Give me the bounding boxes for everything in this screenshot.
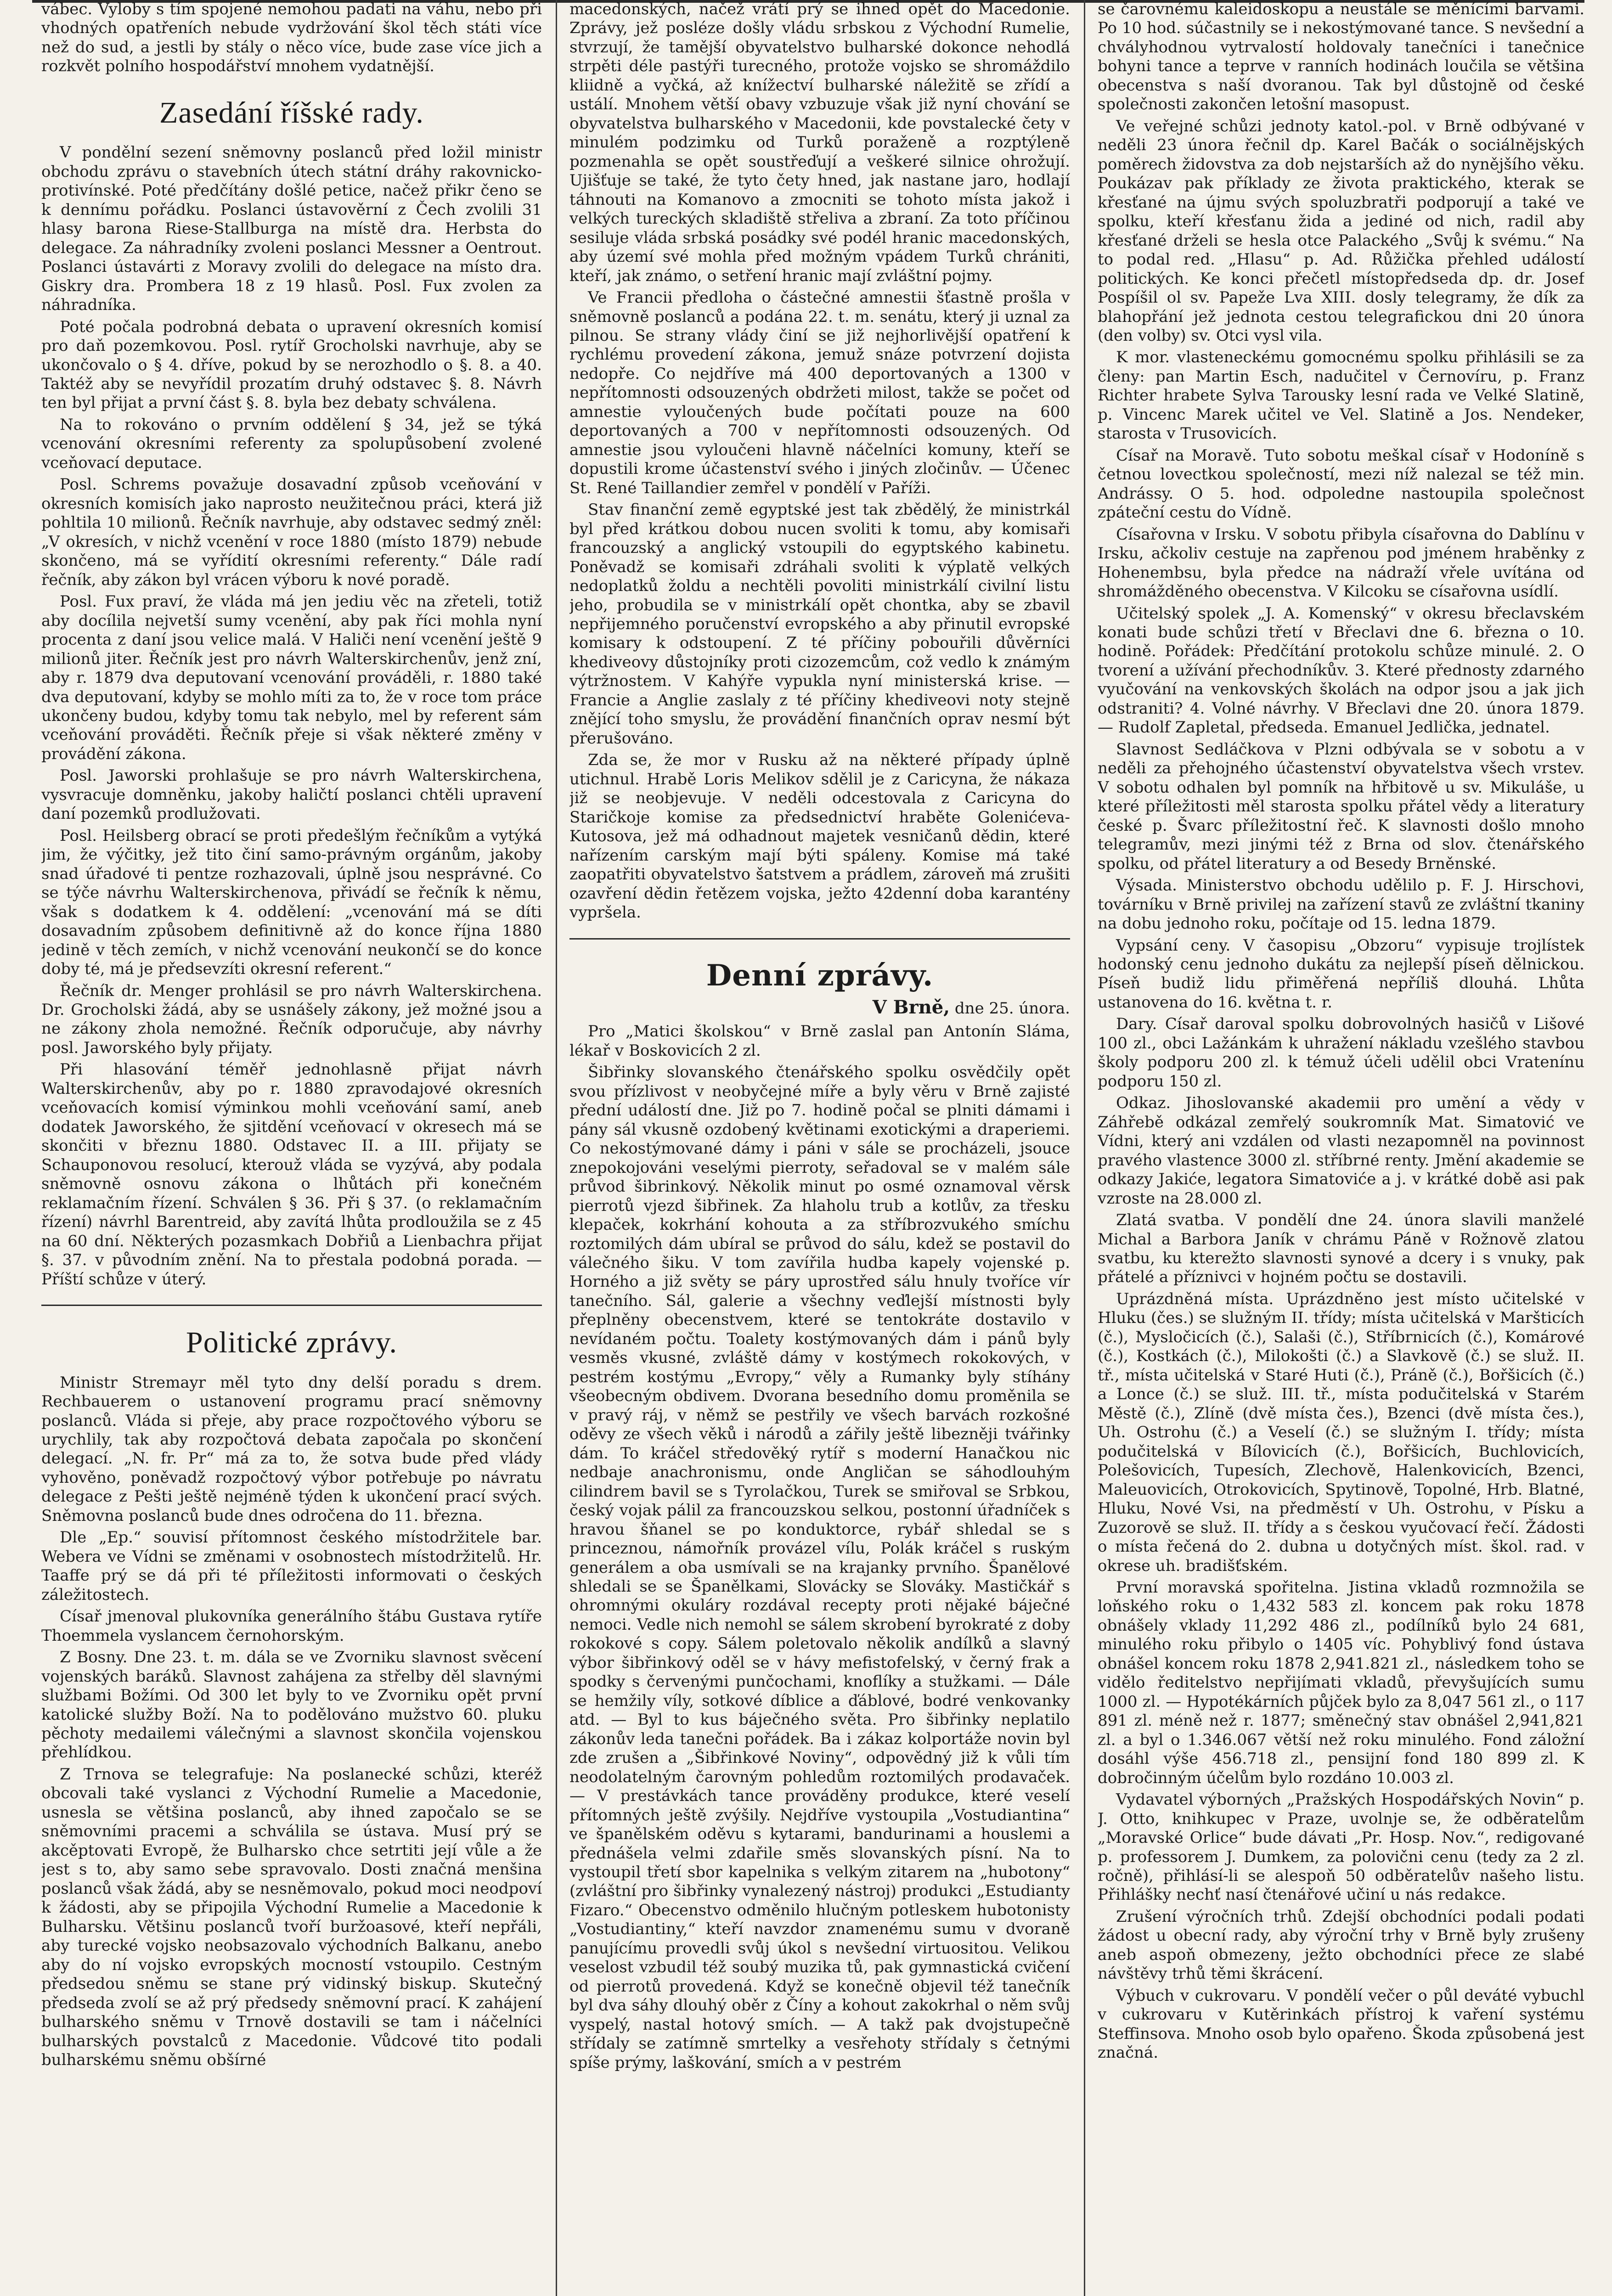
section-heading-imperial-council: Zasedání říšské rady.	[159, 96, 424, 129]
newspaper-page	[32, 0, 1584, 2296]
dateline	[569, 996, 1070, 1019]
article-paragraph: Dary. Císař daroval spolku dobrovolných hasičů v Lišové 100 zl., obci Lažánkám k uhražení nákladu vzešlého stavbou školy podporu 200 zl. k témuž účeli udělil obci Vratenínu podporu 150 zl.	[1098, 1015, 1584, 1091]
column-1	[41, 0, 542, 2296]
article-paragraph: Zda se, že mor v Rusku až na některé případy úplně utichnul. Hrabě Loris Melikov sdělil je z Caricyna, že nákaza již se neobjevuje. V neděli odcestovala z Caricyna do Staričkoje komise za předsednictví hraběte Golenićeva-Kutosova, jež má odhadnout majetek vesničanů dědin, které nařízením carským mají býti spáleny. Komise má také zaopatřiti obyvatelstvo šatstvem a prádlem, zároveň má zrušiti ozavření dědin řetězem vojska, ježto 42denní doba karantény vypršela.	[569, 751, 1070, 922]
article-paragraph: Odkaz. Jihoslovanské akademii pro umění a vědy v Záhřebě odkázal zemřelý soukromník Mat. Simatović ve Vídni, který ani vzdálen od vlasti nezapomněl na povinnost pravého vlastence 3000 zl. stříbrné renty. Jmění akademie se odkazy Jakiće, legatora Simatoviće a j. v krátké době asi pak vzroste na 28.000 zl.	[1098, 1094, 1584, 1208]
article-paragraph: Vypsání ceny. V časopisu „Obzoru“ vypisuje trojlístek hodonský cenu jednoho dukátu za nejlepší píseň dělnickou. Píseň budiž lidu přiměřená nepříliš dlouhá. Lhůta ustanovena do 16. května t. r.	[1098, 936, 1584, 1012]
article-paragraph: Ministr Stremayr měl tyto dny delší poradu s drem. Rechbauerem o ustanovení programu prací sněmovny poslanců. Vláda si přeje, aby prace rozpočtového výboru se urychlily, tak aby rozpočtová debata započala po skončení delegací. „N. fr. Pr“ má za to, že sotva bude před vlády vyhověno, poněvadž rozpočtový výbor potřebuje po návratu delegace z Pešti ještě nejméně týden k ukončení prací svých. Sněmovna poslanců bude dnes odročena do 11. března.	[41, 1373, 542, 1525]
intro-paragraph: vábec. Vyloby s tím spojené nemohou padati na váhu, nebo při vhodných opatřeních nebude vydržování škol těch státi více než do sud, a jestli by stály o něco více, bude zase více jich a rozkvět polního hospodářství mnohem vydatnější.	[41, 0, 542, 76]
column-2	[569, 0, 1070, 2296]
article-paragraph: Slavnost Sedláčkova v Plzni odbývala se v sobotu a v neděli za přehojného účastenství obyvatelstva všech vrstev. V sobotu odhalen byl pomník na hřbitově u sv. Mikuláše, u které příležitosti měl starosta spolku přátel vědy a literatury české p. Švarc příležitostní řeč. K slavnosti došlo mnoho telegramův, mezi jinými též z Brna od slov. čtenářského spolku, od přátel literatury a od Besedy Brněnské.	[1098, 740, 1584, 873]
article-paragraph: Posl. Jaworski prohlašuje se pro návrh Walterskirchena, vysvracuje domněnku, jakoby haličtí poslanci chtěli upravení daní pozemků prodlužovati.	[41, 766, 542, 823]
article-paragraph: Při hlasování téměř jednohlasně přijat návrh Walterskirchenův, aby po r. 1880 zpravodajové okresních vceňovacích komisí výminkou mohli vceňování samí, aneb dodatek Jaworského, že sjitdění vceňovací v okresech má se skončiti v březnu 1880. Odstavec II. a III. přijaty se Schauponovou resolucí, kterouž vláda se vyzývá, aby podala sněmovně osnovu zákona o lhůtách při konečném reklamačním řízení. Schválen § 36. Při § 37. (o reklamačním řízení) návrhl Barentreid, aby zavítá lhůta prodloužila se z 45 na 60 dní. Některých pozasmkach Dobřiů a Lienbachra přijat §. 37. v původním znění. Na to přestala podobná porada. — Příští schůze v úterý.	[41, 1060, 542, 1289]
article-paragraph: Posl. Heilsberg obrací se proti předešlým řečníkům a vytýká jim, že výčitky, jež tito činí samo-právným orgánům, jakoby snad úřadové ti pentze rozhazovali, úplně jsou nesprávné. Co se týče návrhu Walterskirchenova, přivádí se řečník k němu, však s dodatkem k 4. oddělení: „vcenování má se díti dosavadním způsobem definitivně až do konce října 1880 jedině v těch zemích, v nichž vcenování neukončí se do konce doby té, má je předsevzíti okresní referent.“	[41, 826, 542, 979]
article-paragraph: macedonských, načež vrátí prý se ihned opět do Macedonie. Zprávy, jež posléze došly vládu srbskou z Východní Rumelie, stvrzují, že tamější obyvatelstvo bulharské dokonce nehodlá strpěti déle pastýři turecného, protože vojsko se shromáždilo kliidně a vyčká, až knížectví bulharské náležitě se zřídí a ustálí. Mnohem větší obavy vzbuzuje však již nyní chování se obyvatelstva bulharského v Macedonii, kde povstalecké čety v minulém podzimku od Turků poraženě a rozptýleně pozmenahla se opět soustřeďují a veškeré silnice ohrožují. Ujišťuje se také, že tyto čety hned, jak nastane jaro, hodlají táhnouti na Komanovo a zmocniti se tohoto místa jakož i velkých tureckých skladiště střeliva a zbraní. Za toto příčinou sesiluje vláda srbská posádky své podél hranic macedonských, aby území své mohla před možným vpádem Turků chrániti, kteří, jak známo, o setření hranic mají zvláštní pojmy.	[569, 0, 1070, 285]
section-heading-daily-news: Denní zprávy.	[706, 958, 934, 993]
article-paragraph: Z Trnova se telegrafuje: Na poslanecké schůzi, kteréž obcovali také vyslanci z Východní Rumelie a Macedonie, usnesla se většina poslanců, aby ihned započalo se se sněmovními pracemi a schválila se ústava. Musí prý se akcěptovati Evropě, že Bulharsko chce setrtiti její vůle a že jest s to, aby samo sebe spravovalo. Dosti značná menšina poslanců však žádá, aby se nesněmovalo, pokud moci neodpoví k žádosti, aby se připojila Východní Rumelie a Macedonie k Bulharsku. Většinu poslanců tvoří buržoasové, kteří nepřáli, aby turecké vojsko neobsazovalo východních Balkanu, anebo aby do ní vojsko evropských mocností vstoupilo. Cestným předsedou sněmu se stane prý vidinský biskup. Skutečný předseda zvolí se až prý předsedy sněmovní prací. K zahájení bulharského sněmu v Trnově dostavili se tam i náčelníci bulharských povstalců z Macedonie. Vůdcové tito podali bulharskému sněmu obšírné	[41, 1765, 542, 2069]
article-paragraph: Uprázdněná místa. Uprázdněno jest místo učitelské v Hluku (čes.) se služným II. třídy; místa učitelská v Maršticích (č.), Mysločicích (č.), Salaši (č.), Stříbrnicích (č.), Komárové (č.), Kostkách (č.), Milokošti (č.) a Slavkově (č.) se služ. II. tř., místa učitelská v Staré Huti (č.), Práně (č.), Bořšicích (č.) a Lonce (č.) se služ. III. tř., místa podučitelská v Starém Městě (č.), Zlíně (dvě místa čes.), Bzenci (dvě místa čes.), Uh. Ostrohu (č.) a Veselí (č.) se služným I. třídy; místa podučitelská v Bílovicích (č.), Bořšicích, Buchlovicích, Polešovicích, Tupesích, Zlechově, Halenkovicích, Bzenci, Maleuovicích, Otrokovicích, Spytinově, Topolné, Hrb. Blatné, Hluku, Nové Vsi, na předměstí v Uh. Ostrohu, v Písku a Zuzorově se služ. II. třídy a s českou vyučovací řečí. Žádosti o místa řečená do 2. dubna u dotyčných míst. škol. rad. v okrese uh. bradišťském.	[1098, 1289, 1584, 1575]
article-paragraph: Učitelský spolek „J. A. Komenský“ v okresu břeclavském konati bude schůzi třetí v Břeclavi dne 6. března o 10. hodině. Pořádek: Předčítání protokolu schůze minulé. 2. O tvorení a užívání přechodníkův. 3. Které přednosty zdarného vyučování na venkovských školách na odpor jsou a jak jich odstraniti? 4. Volné návrhy. V Břeclavi dne 20. února 1879. — Rudolf Zapletal, předseda. Emanuel Jedlička, jednatel.	[1098, 604, 1584, 737]
article-paragraph: Císař jmenoval plukovníka generálního štábu Gustava rytíře Thoemmela vyslancem černohorským.	[41, 1607, 542, 1645]
article-paragraph: Řečník dr. Menger prohlásil se pro návrh Walterskirchena. Dr. Grocholski žádá, aby se usnášely zákony, jež možné jsou a ne zákony zhola nemožné. Řečník odporučuje, aby návrhy posl. Jaworského byly přijaty.	[41, 981, 542, 1057]
dateline-date: dne 25. února.	[954, 999, 1070, 1018]
section-separator	[569, 938, 1070, 940]
article-paragraph: Na to rokováno o prvním oddělení § 34, jež se týká vcenování okresními referenty za spolupůsobení zvolené vceňovací deputace.	[41, 415, 542, 472]
dateline-city: V Brně,	[872, 996, 950, 1018]
section-heading-political-news: Politické zprávy.	[186, 1326, 397, 1360]
column-divider	[1084, 0, 1085, 2296]
article-paragraph: Pro „Matici školskou“ v Brně zaslal pan Antonín Sláma, lékař v Boskovicích 2 zl.	[569, 1022, 1070, 1060]
article-paragraph: Výbuch v cukrovaru. V pondělí večer o půl deváté vybuchl v cukrovaru v Kutěrinkách přístroj k vaření systému Steffinsova. Mnoho osob bylo opařeno. Škoda způsobená jest značná.	[1098, 1986, 1584, 2062]
article-paragraph: Císař na Moravě. Tuto sobotu meškal císař v Hodoníně s četnou lovectkou společností, mezi níž nalezal se též min. Andrássy. O 5. hod. odpoledne nastoupila společnost zpáteční cestu do Vídně.	[1098, 446, 1584, 522]
article-paragraph: Posl. Schrems považuje dosavadní způsob vceňování v okresních komisích jako naprosto neužitečnou práci, která již pohltila 10 milionů. Řečník navrhuje, aby odstavec sedmý zněl: „V okresích, v nichž vcenění v roce 1880 (místo 1879) nebude skončeno, má se vyřídití okresními referenty.“ Dále radí řečník, aby zákon byl vrácen výboru k nové poradě.	[41, 475, 542, 589]
article-paragraph: K mor. vlasteneckému gomocnému spolku přihlásili se za členy: pan Martin Esch, nadučitel v Černovíru, p. Franz Richter hrabete Sylva Tarousky lesní rada ve Velké Slatině, p. Vincenc Marek učitel ve Vel. Slatině a Jos. Nendeker, starosta v Trusovicích.	[1098, 348, 1584, 443]
article-paragraph: Posl. Fux praví, že vláda má jen jediu věc na zřeteli, totiž aby docílila nejvetší sumy vcenění, aby pak říci mohla nyní procenta z daní jsou velice malá. V Haliči není vcenění ještě 9 milionů jiter. Řečník jest pro návrh Walterskirchenův, jenž zní, aby r. 1879 dva deputovaní vcenování prováděli, r. 1880 také dva deputovaní, kdyby se mohlo míti za to, že v roce tom práce ukončeny budou, kdyby tomu tak nebylo, mel by referent sám vceňování prováděti. Řečník přeje si však některé změny v provádění zákona.	[41, 592, 542, 763]
section-separator	[41, 1305, 542, 1306]
article-paragraph: První moravská spořitelna. Jistina vkladů rozmnožila se loňského roku o 1,432 583 zl. koncem pak roku 1878 obnášely vklady 11,292 486 zl., podílníků bylo 24 681, minulého roku přibylo o 1405 víc. Pohyblivý fond ústava obnášel koncem roku 1878 2,941.821 zl., následkem toho se vidělo ředitelstvo nepřijímati vkladů, převyšujících sumu 1000 zl. — Hypotékárních půjček bylo za 8,047 561 zl., o 117 891 zl. méně než r. 1877; směnečný stav obnášel 2,941,821 zl. a byl o 1.346.067 větší než roku minulého. Fond záložní dosáhl výše 456.718 zl., pensijní fond 180 899 zl. K dobročinným účelům bylo rozdáno 10.003 zl.	[1098, 1578, 1584, 1787]
article-paragraph: Ve Francii předloha o částečné amnestii šťastně prošla v sněmovně poslanců a podána 22. t. m. senátu, který ji uznal za pilnou. Se strany vlády činí se již nejhorlivější opatření k rychlému provedení zákona, jemuž snáze potvrzení dojista nedopře. Co nejdříve má 400 deportovaných a 1300 v nepřítomnosti odsouzených obdržeti milost, takže se počet od amnestie vyloučených bude počítati pouze na 600 deportovaných a 700 v nepřítomnosti odsouzených. Od amnestie jsou vyloučeni hlavně náčelníci komuny, kteří se dopustili krome účastenství svého i jiných zločinův. — Účenec St. René Taillandier zemřel v pondělí v Paříži.	[569, 288, 1070, 497]
article-paragraph: Ve veřejné schůzi jednoty katol.-pol. v Brně odbývané v neděli 23 února řečnil dp. Karel Bačák o sociálnějských poměrech židovstva za dob nejstarších až do nynějšího věku. Poukázav pak příklady ze života praktického, kterak se křesťané na újmu svých spoluzbratři podporují a také ve spolku, kteří křesťanu žida a jediné od nich, radil aby křesťané drželi se hesla otce Palackého „Svůj k svému.“ Na to podal red. „Hlasu“ p. Ad. Růžička přehled událostí politických. Ke konci přečetl místopředseda dp. dr. Josef Pospíšil ol sv. Papeže Lva XIII. dosly telegramy, že dík za blahopřání jež jednota cestou telegrafickou dni 20 února (den volby) sv. Otci vysl vila.	[1098, 117, 1584, 345]
article-paragraph: Z Bosny. Dne 23. t. m. dála se ve Zvorniku slavnost svěcení vojenských baráků. Slavnost zahájena za střelby děl slavnými službami Božími. Od 300 let byly to ve Zvorniku opět první katolické služby Boží. Na to podělováno mužstvo 60. pluku pěchoty medailemi válečnými a slavnost skončila vojenskou přehlídkou.	[41, 1648, 542, 1762]
article-paragraph: Dle „Ep.“ souvisí přítomnost českého místodržitele bar. Webera ve Vídni se změnami v osobnostech místodržitelů. Hr. Taaffe prý se dá při té příležitosti informovati o českých záležitostech.	[41, 1528, 542, 1604]
article-paragraph: Šibřinky slovanského čtenářského spolku osvědčily opět svou přízlivost v neobyčejné míře a byly věru v Brně zajisté přední událostí dne. Již po 7. hodině počal se plniti dámami i pány sál vkusně ozdobený květinami exotickými a draperiemi. Co nekostýmované dámy i páni v sále se procházeli, jsouce znepokojováni veselými pierroty, seřadoval se v malém sále průvod šibrinkový. Několik minut po osmé oznamoval věrsk pierrotů vjezd šibřinek. Za hlaholu trub a kotlův, za třesku klepaček, kokrhání kohouta a za stříbrozvukého smíchu roztomilých dám ubíral se průvod do sálu, kdež se postavil do válečného šiku. V tom zavířila hudba kapely vojenské p. Horného a již světy se páry uprostřed sálu hnuly tvoříce vír tanečního. Sál, galerie a všechny veďlejší místnosti byly přeplněny obecenstvem, které se tentokráte dostavilo v nevídaném počtu. Toalety kostýmovaných dám i pánů byly vesměs vkusné, zvláště dámy v kostýmech rokokových, v pestrém kostýmu „Evropy,“ věly a Rumanky byly stíhány všeobecným obdivem. Dvorana besedního domu proměnila se v pravý ráj, v němž se pestřily ve všech barvách rozkošné oděvy ze všech věků i národů a zářily ještě libezněji tvářinky dám. To kráčel středověký rytíř s moderní Hanačkou nic nedbaje anachronismu, onde Angličan se sáhodlouhým cilindrem bavil se s Tyrolačkou, Turek se smiřoval se Srbkou, český vojak pálil za francouzskou selkou, postonní úřadníček s hravou šňanel se po konduktorce, rybář shledal se s princeznou, námořník provázel vílu, Polák kráčel s ruským generálem a oba usmívali se na krajanky prvního. Španělové shledali se se Španělkami, Slovácky se Slováky. Mastičkář s ohromnými okuláry rozdával recepty proti nějaké báječné nemoci. Vedle nich nemohl se sálem skrobení byrokraté z doby rokokové s copy. Sálem poletovalo několik andílků a slavný výbor šibřinkový oděl se v hávy mefistofelský, v černý frak a spodky s červenými punčochami, knoflíky a stužkami. — Dále se hemžily víly, sotkové díblice a ďáblové, bodré venkovanky atd. — Byl to kus báječného světa. Pro šibřinky neplatilo zákonův leda tanečni pořádek. Ba i zákaz kolportáže novin byl zde zrušen a „Šibřinkové Noviny“, odpovědný již k vůli tím neodolatelným čarovným pohledům roztomilých prodavaček. — V prestávkách tance prováděny produkce, které veselí přítomných ještě zvýšily. Nejdříve vystoupila „Vostudiantina“ ve španělském oděvu s kytarami, bandurinami a houslemi a přednášela velmi zdařile směs slovanských písní. Na to vystoupil třetí sbor kapelnika s velkým zitarem na „hubotony“ (zvláštní pro šibřinky vynalezený nástroj) produkci „Estudianty Fizaro.“ Obecenstvo odměnilo hlučným potleskem hubotonisty „Vostudiantiny,“ kteří navzdor znamenému sumu v dvoraně panujícímu provedli svůj úkol s nevšední virtuositou. Velikou veselost vzbudil též soubý muzika tů, pak gymnastická cvičení od pierrotů provedená. Když se konečně objevil též tanečník byl dva sáhy dlouhý oběr z Číny a kohout zakokrhal o něm svůj vyspelý, nastal hotový smích. — A takž pak dvojstupečně střídaly se zatímně smrtelky a vesřehoty střídaly s četnými spíše prýmy, laškování, smích a v pestrém	[569, 1063, 1070, 2072]
article-paragraph: V pondělní sezení sněmovny poslanců před ložil ministr obchodu zprávu o stavebních útech státní dráhy rakovnicko-protivínské. Poté předčítány došlé petice, načež přikr čeno se k dennímu pořádku. Poslanci ústavověrní z Čech zvolili 31 hlasy barona Riese-Stallburga na místě dra. Herbsta do delegace. Za náhradníky zvoleni poslanci Messner a Oentrout. Poslanci ústavárti z Moravy zvolili do delegace na místo dra. Giskry dra. Prombera 18 z 19 hlasů. Posl. Fux zvolen za náhradníka.	[41, 143, 542, 315]
article-paragraph: Poté počala podrobná debata o upravení okresních komisí pro daň pozemkovou. Posl. rytíř Grocholski navrhuje, aby se ukončovalo o § 4. dříve, pokud by se nerozhodlo o §. 8. a 40. Taktéž aby se nevyřídil prozatím druhý odstavec §. 8. Návrh ten byl přijat a první část §. 8. byla bez debaty schválena.	[41, 317, 542, 412]
article-paragraph: se čarovnému kaleidoskopu a neustále se měnícími barvami. Po 10 hod. súčastnily se i nekostýmované tance. S nevšední a chvályhodnou vytrvalostí holdovaly tanečníci i tanečnice bohyni tance a teprve v ranních hodinách loučila se většina obecenstva s naší dvoranou. Tak byl důstojně od české společnosti zakončen letošní masopust.	[1098, 0, 1584, 114]
column-3	[1098, 0, 1584, 2296]
article-paragraph: Císařovna v Irsku. V sobotu přibyla císařovna do Dablínu v Irsku, ačkoliv cestuje na zapřenou pod jménem hraběnky z Hohenembsu, byla předce na nádraží vřele uvítána od shromážděného obecenstva. V Kilcoku se císařovna usídlí.	[1098, 525, 1584, 601]
article-paragraph: Stav finanční země egyptské jest tak zbědělý, že ministrkál byl před krátkou dobou nucen svoliti k tomu, aby komisaři francouzský a anglický vstoupili do egyptského kabinetu. Poněvadž se komisaři zdráhali svoliti k výplatě velkých nedoplatků žoldu a nechtěli povoliti ministrkálí civilní listu jeho, probudila se v ministrkálí opět chontka, aby se zbavil nepřijemného poručenství evropského a aby přinutil evropské komisary k odstoupení. Z té příčiny pobouřili důvěrníci khediveovy důstojníky proti cizozemcům, což vedlo k známým výtržnostem. V Kahýře vypukla nyní ministerská krise. — Francie a Anglie zaslaly z té příčiny khediveovi noty stejně znějící toho smyslu, že provádění finančních oprav nesmí být přerušováno.	[569, 501, 1070, 748]
column-divider	[556, 0, 557, 2296]
article-paragraph: Výsada. Ministerstvo obchodu udělilo p. F. J. Hirschovi, továrníku v Brně privilej na zařízení stavů ze zvláštní tkaniny na dobu jednoho roku, počítaje od 15. ledna 1879.	[1098, 876, 1584, 933]
article-paragraph: Vydavatel výborných „Pražských Hospodářských Novin“ p. J. Otto, knihkupec v Praze, uvolnje se, že odběratelům „Moravské Orlice“ bude dávati „Pr. Hosp. Nov.“, redigované p. professorem J. Dumkem, za polovični cenu (tedy za 2 zl. ročně), přihlásí-li se alespoň 50 odběratelův našeho listu. Přihlášky nechť nasí čtenářové učiní u nás redakce.	[1098, 1790, 1584, 1904]
article-paragraph: Zlatá svatba. V pondělí dne 24. února slavili manželé Michal a Barbora Janík v chrámu Páně v Rožnově zlatou svatbu, ku kterežto slavnosti synové a dcery i s vnuky, pak přátelé a příznivci v hojném počtu se dostavili.	[1098, 1211, 1584, 1287]
article-paragraph: Zrušení výročních trhů. Zdejší obchodníci podali podati žádost u obecní rady, aby výroční trhy v Brně byly zrušeny aneb aspoň obmezeny, ježto obchodníci přece ze slabé návštěvy trhů těmi škrácení.	[1098, 1907, 1584, 1983]
